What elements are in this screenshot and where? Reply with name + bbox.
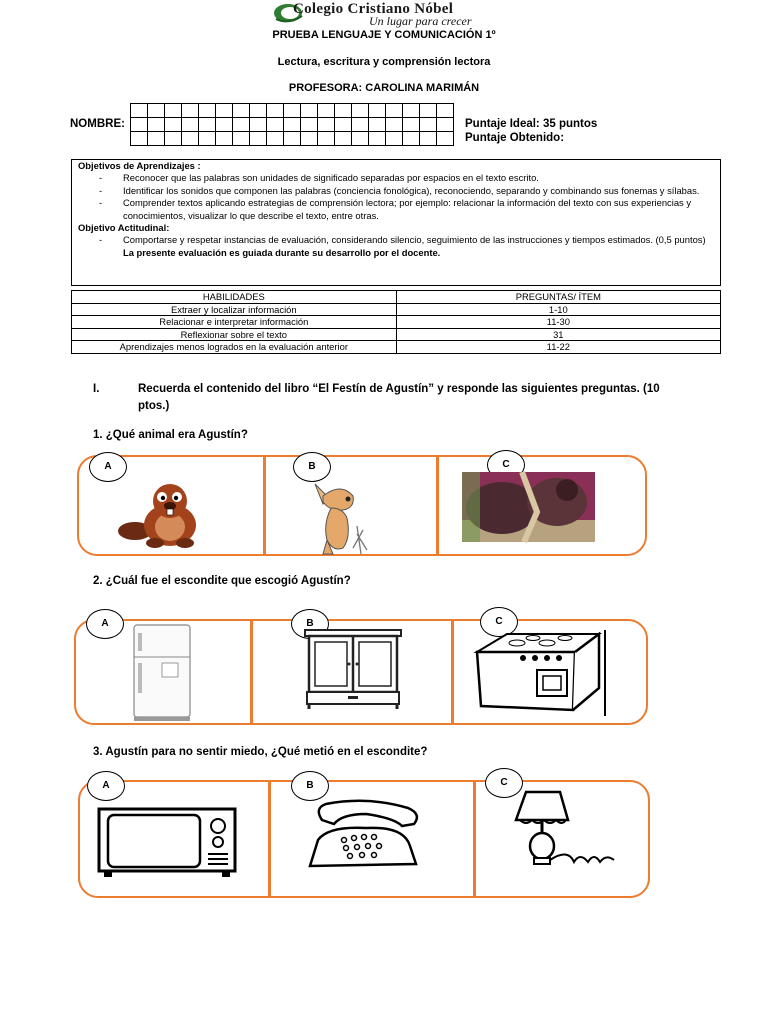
fox-icon[interactable] (303, 478, 383, 556)
option-b-q3[interactable]: B (291, 771, 329, 801)
table-header-row (72, 291, 721, 304)
learning-objective: - Reconocer que las palabras son unidades de significado separadas por espacios en el texto escrito. (98, 172, 539, 184)
item-cell: 11-30 (396, 316, 720, 329)
attitude-objective: - Comportarse y respetar instancias de evaluación, considerando silencio, seguimiento de las instrucciones y tiempos estimados. (0,5 puntos) (98, 234, 706, 246)
cabinet-icon[interactable] (302, 628, 404, 710)
item-cell: 31 (396, 328, 720, 341)
column-header: HABILIDADES (72, 291, 397, 304)
option-a-q1[interactable]: A (89, 452, 127, 482)
learning-objective: - Identificar los sonidos que componen las palabras (conciencia fonológica), reconociendo, separando y combinando sus fonemas y sílabas. (98, 184, 700, 196)
learning-objective: - Comprender textos aplicando estrategias de comprensión lectora; por ejemplo: relacionar la información del texto con sus experiencias y conocimientos, visualizar lo que describe el texto, entre otras. (98, 197, 692, 221)
school-slogan: Un lugar para crecer (369, 14, 472, 28)
option-b-q1[interactable]: B (293, 452, 331, 482)
skill-cell: Reflexionar sobre el texto (72, 328, 397, 341)
teacher-name: PROFESORA: CAROLINA MARIMÁN (288, 82, 480, 94)
option-b-q2[interactable]: B (291, 609, 329, 639)
divider (250, 619, 253, 725)
table-row (72, 341, 721, 354)
table-row (72, 328, 721, 341)
question-2: 2. ¿Cuál fue el escondite que escogió Agustín? (93, 575, 351, 587)
school-logo (273, 2, 519, 28)
skill-cell: Extraer y localizar información (72, 303, 397, 316)
item-cell: 11-22 (396, 341, 720, 354)
table-row (72, 303, 721, 316)
divider (268, 780, 271, 898)
option-a-q2[interactable]: A (86, 609, 124, 639)
objectives-box (71, 159, 721, 286)
question-1: 1. ¿Qué animal era Agustín? (93, 429, 248, 441)
lamp-icon[interactable] (510, 788, 622, 870)
question-3: 3. Agustín para no sentir miedo, ¿Qué metió en el escondite? (93, 746, 428, 758)
school-name: Colegio Cristiano Nóbel (293, 1, 454, 17)
skill-cell: Aprendizajes menos logrados en la evaluación anterior (72, 341, 397, 354)
guided-note: La presente evaluación es guiada durante su desarrollo por el docente. (123, 246, 441, 258)
television-icon[interactable] (96, 806, 238, 878)
name-label: NOMBRE: (70, 118, 125, 130)
skill-cell: Relacionar e interpretar información (72, 316, 397, 329)
item-cell: 1-10 (396, 303, 720, 316)
divider (436, 455, 439, 556)
bear-photo[interactable] (462, 472, 595, 542)
test-subtitle: Lectura, escritura y comprensión lectora (277, 56, 491, 68)
obtained-score: Puntaje Obtenido: (465, 132, 565, 144)
divider (263, 455, 266, 556)
column-header: PREGUNTAS/ ÍTEM (396, 291, 720, 304)
option-c-q3[interactable]: C (485, 768, 523, 798)
divider (451, 619, 454, 725)
table-row (72, 316, 721, 329)
beaver-icon[interactable] (115, 483, 215, 548)
stove-icon[interactable] (467, 630, 609, 718)
ideal-score: Puntaje Ideal: 35 puntos (465, 118, 598, 130)
name-letter-grid[interactable] (130, 103, 454, 146)
section-number: I. (93, 383, 100, 395)
telephone-icon[interactable] (304, 800, 426, 870)
learning-objectives-heading: Objetivos de Aprendizajes : (78, 160, 201, 171)
section-text: Recuerda el contenido del libro “El Festín de Agustín” y responde las siguientes preguntas. (10 ptos.) (138, 383, 660, 412)
divider (473, 780, 476, 898)
attitude-objective-heading: Objetivo Actitudinal: (78, 222, 170, 234)
refrigerator-icon[interactable] (128, 623, 198, 723)
test-title: PRUEBA LENGUAJE Y COMUNICACIÓN 1º (272, 29, 496, 41)
option-c-q1[interactable]: C (487, 450, 525, 480)
option-a-q3[interactable]: A (87, 771, 125, 801)
option-c-q2[interactable]: C (480, 607, 518, 637)
skills-table (71, 290, 721, 354)
